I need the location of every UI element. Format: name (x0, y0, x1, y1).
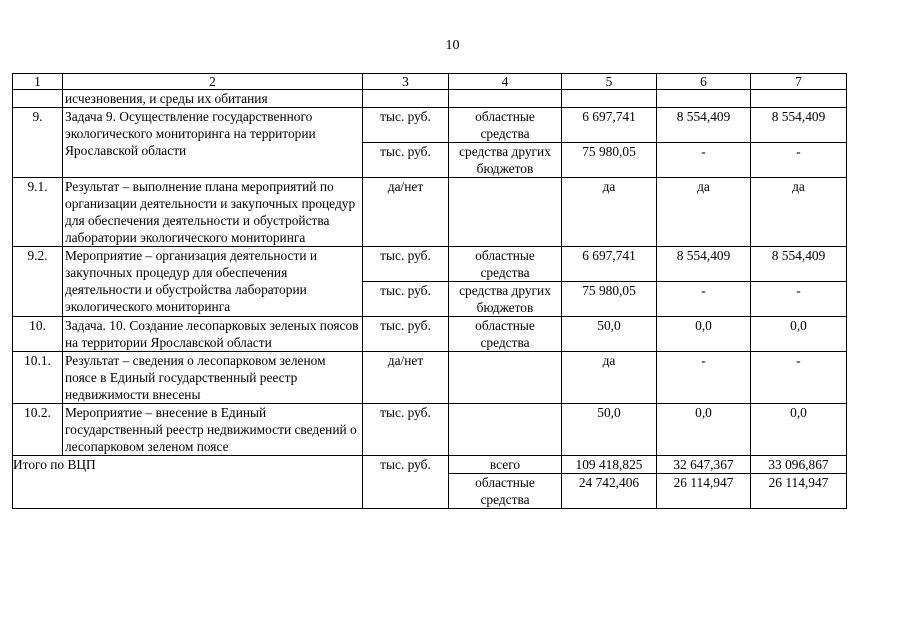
value-cell-5: 75 980,05 (562, 282, 657, 317)
value-cell-6: 0,0 (657, 317, 751, 352)
header-cell: 1 (13, 74, 63, 90)
header-cell: 3 (363, 74, 449, 90)
total-value-cell-5: 109 418,825 (562, 456, 657, 474)
row-name-cell: Результат – сведения о лесопарковом зеленом поясе в Единый государственный реестр недвижимости внесены (63, 352, 363, 404)
unit-cell: да/нет (363, 178, 449, 247)
value-cell-7 (751, 90, 847, 108)
value-cell-5: 6 697,741 (562, 247, 657, 282)
row-name-cell: Результат – выполнение плана мероприятий по организации деятельности и закупочных процедур для обеспечения деятельности и обустройства лаборатории экологического мониторинга (63, 178, 363, 247)
total-source-cell: областные средства (449, 474, 562, 509)
unit-cell: да/нет (363, 352, 449, 404)
row-number-cell: 10.2. (13, 404, 63, 456)
value-cell-7: - (751, 352, 847, 404)
value-cell-6: 8 554,409 (657, 108, 751, 143)
value-cell-7: 8 554,409 (751, 247, 847, 282)
table-row (13, 247, 847, 282)
unit-cell: тыс. руб. (363, 143, 449, 178)
total-value-cell-6: 32 647,367 (657, 456, 751, 474)
total-unit-cell: тыс. руб. (363, 456, 449, 509)
table-row (13, 317, 847, 352)
source-cell: областные средства (449, 247, 562, 282)
value-cell-5: 50,0 (562, 317, 657, 352)
value-cell-6: 0,0 (657, 404, 751, 456)
table-row (13, 178, 847, 247)
total-label-cell: Итого по ВЦП (13, 456, 363, 509)
value-cell-5: 75 980,05 (562, 143, 657, 178)
total-source-cell: всего (449, 456, 562, 474)
total-value-cell-7: 33 096,867 (751, 456, 847, 474)
header-cell: 6 (657, 74, 751, 90)
value-cell-6: да (657, 178, 751, 247)
header-cell: 2 (63, 74, 363, 90)
row-number-cell: 10. (13, 317, 63, 352)
row-number-cell (13, 90, 63, 108)
source-cell: средства других бюджетов (449, 282, 562, 317)
value-cell-5 (562, 90, 657, 108)
value-cell-6: 8 554,409 (657, 247, 751, 282)
page-number: 10 (445, 38, 460, 53)
value-cell-7: да (751, 178, 847, 247)
unit-cell (363, 90, 449, 108)
value-cell-7: 0,0 (751, 317, 847, 352)
total-value-cell-5: 24 742,406 (562, 474, 657, 509)
source-cell: областные средства (449, 108, 562, 143)
row-name-cell: исчезновения, и среды их обитания (63, 90, 363, 108)
source-cell: средства других бюджетов (449, 143, 562, 178)
value-cell-5: 6 697,741 (562, 108, 657, 143)
total-value-cell-7: 26 114,947 (751, 474, 847, 509)
table-row (13, 90, 847, 108)
value-cell-6: - (657, 352, 751, 404)
header-cell: 7 (751, 74, 847, 90)
value-cell-5: да (562, 178, 657, 247)
table-row (13, 352, 847, 404)
value-cell-7: 8 554,409 (751, 108, 847, 143)
source-cell: областные средства (449, 317, 562, 352)
value-cell-5: да (562, 352, 657, 404)
header-cell: 4 (449, 74, 562, 90)
row-name-cell: Задача 9. Осуществление государственного экологического мониторинга на территории Ярославской области (63, 108, 363, 178)
row-number-cell: 9.2. (13, 247, 63, 317)
total-value-cell-6: 26 114,947 (657, 474, 751, 509)
table-row (13, 404, 847, 456)
row-name-cell: Мероприятие – внесение в Единый государственный реестр недвижимости сведений о лесопарковом зеленом поясе (63, 404, 363, 456)
unit-cell: тыс. руб. (363, 317, 449, 352)
budget-table (12, 73, 847, 509)
value-cell-7: 0,0 (751, 404, 847, 456)
unit-cell: тыс. руб. (363, 108, 449, 143)
unit-cell: тыс. руб. (363, 247, 449, 282)
source-cell (449, 90, 562, 108)
total-row (13, 456, 847, 474)
value-cell-6: - (657, 143, 751, 178)
header-cell: 5 (562, 74, 657, 90)
value-cell-7: - (751, 282, 847, 317)
unit-cell: тыс. руб. (363, 282, 449, 317)
value-cell-6 (657, 90, 751, 108)
value-cell-5: 50,0 (562, 404, 657, 456)
row-name-cell: Мероприятие – организация деятельности и закупочных процедур для обеспечения деятельности и обустройства лаборатории экологического мониторинга (63, 247, 363, 317)
row-number-cell: 10.1. (13, 352, 63, 404)
source-cell (449, 404, 562, 456)
table-row (13, 108, 847, 143)
value-cell-6: - (657, 282, 751, 317)
row-number-cell: 9. (13, 108, 63, 178)
row-name-cell: Задача. 10. Создание лесопарковых зеленых поясов на территории Ярославской области (63, 317, 363, 352)
source-cell (449, 178, 562, 247)
header-row (13, 74, 847, 90)
row-number-cell: 9.1. (13, 178, 63, 247)
source-cell (449, 352, 562, 404)
value-cell-7: - (751, 143, 847, 178)
unit-cell: тыс. руб. (363, 404, 449, 456)
